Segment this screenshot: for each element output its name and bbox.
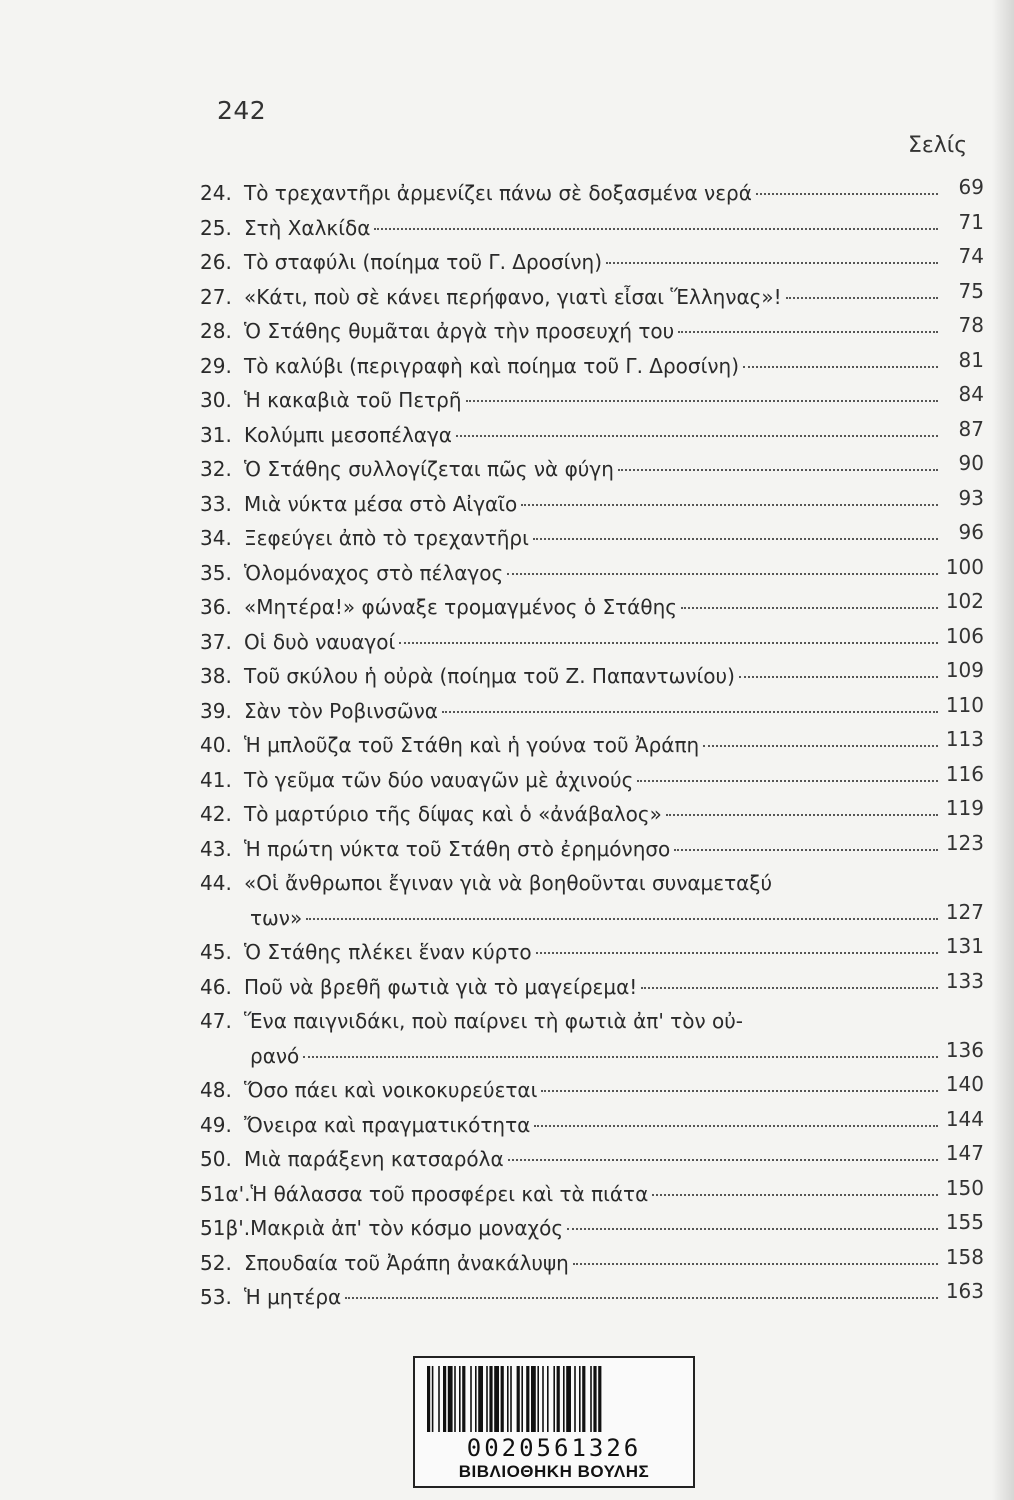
toc-entry [200,1142,990,1177]
toc-entry [200,1004,990,1073]
toc-entry-title: Τὸ μαρτύριο τῆς δίψας καὶ ὁ «ἀνάβαλος» [244,802,662,826]
toc-entry-page: 127 [945,899,984,924]
toc-entry-number: 31. [200,422,232,447]
toc-entry [200,970,990,1005]
toc-entry-number: 45. [200,940,232,964]
toc-entry [200,1280,990,1315]
toc-entry [200,1211,990,1246]
toc-entry-number: 34. [200,526,232,550]
toc-entry-title: Ἡ μπλοῦζα τοῦ Στάθη καὶ ἡ γούνα τοῦ Ἀράπη [244,733,700,757]
dot-leader [533,538,938,540]
toc-entry [200,625,990,660]
toc-entry-number: 50. [200,1147,232,1171]
toc-entry-page: 90 [958,451,984,475]
toc-entry [200,349,990,384]
toc-entry-number: 53. [200,1285,232,1309]
toc-entry-title: Ἕνα παιγνιδάκι, ποὺ παίρνει τὴ φωτιὰ ἀπ' τὸν οὐ- [244,1009,744,1033]
toc-entry-number: 36. [200,595,232,619]
toc-entry [200,245,990,280]
toc-entry [200,728,990,763]
toc-entry-page: 150 [945,1175,984,1200]
toc-entry-title: Τὸ γεῦμα τῶν δύο ναυαγῶν μὲ ἀχινούς [244,767,634,792]
toc-entry-page: 109 [945,658,984,682]
toc-entry [200,521,990,556]
toc-entry-page: 81 [958,347,984,372]
toc-entry-title: Ὅσο πάει καὶ νοικοκυρεύεται [244,1078,538,1102]
toc-entry-title: Στὴ Χαλκίδα [244,215,371,240]
dot-leader [442,711,938,713]
toc-entry-number: 38. [200,664,232,688]
toc-entry-page: 106 [945,623,984,648]
toc-entry [200,935,990,970]
toc-entry [200,866,990,935]
toc-entry-page: 74 [958,244,984,268]
dot-leader [536,952,938,954]
toc-entry-number: 48. [200,1078,232,1102]
toc-entry [200,1177,990,1212]
toc-entry-title: Ὄνειρα καὶ πραγματικότητα [244,1112,531,1137]
toc-entry-page: 87 [958,416,984,441]
dot-leader [743,366,938,368]
dot-leader [739,676,938,678]
toc-entry-page: 75 [958,278,984,303]
toc-entry-number: 29. [200,353,232,378]
toc-entry-title-continuation: των» [250,905,303,930]
table-of-contents [200,176,990,1315]
dot-leader [703,745,938,747]
page-column-header: Σελίς [908,133,968,158]
dot-leader [399,642,938,644]
toc-entry-number: 47. [200,1009,232,1033]
toc-entry-title: «Μητέρα!» φώναξε τρομαγμένος ὁ Στάθης [244,595,677,619]
toc-entry-number: 49. [200,1112,232,1137]
toc-entry [200,280,990,315]
toc-entry-page: 100 [945,554,984,579]
dot-leader [786,297,938,299]
toc-entry-page: 155 [945,1210,984,1234]
toc-entry-number: 37. [200,629,232,654]
toc-entry [200,1246,990,1281]
toc-entry-number: 41. [200,767,232,792]
toc-entry-number: 27. [200,284,232,309]
toc-entry [200,590,990,625]
toc-entry [200,556,990,591]
toc-entry-page: 78 [958,313,984,337]
toc-entry-number: 51β'. [200,1216,251,1240]
toc-entry [200,452,990,487]
toc-entry-number: 42. [200,802,232,826]
dot-leader [641,987,938,989]
dot-leader [756,193,938,195]
dot-leader [303,1056,938,1058]
toc-entry [200,383,990,418]
toc-entry [200,1108,990,1143]
toc-entry-page: 144 [945,1106,984,1131]
toc-entry-title: Ἡ θάλασσα τοῦ προσφέρει καὶ τὰ πιάτα [250,1181,649,1206]
toc-entry-title: Σὰν τὸν Ροβινσῶνα [244,698,438,723]
toc-entry-number: 51α'. [200,1181,251,1206]
toc-entry-number: 28. [200,319,232,343]
toc-entry-page: 123 [945,830,984,855]
toc-entry-number: 24. [200,181,232,205]
dot-leader [508,1159,938,1161]
toc-entry-title: Ὁ Στάθης συλλογίζεται πῶς νὰ φύγη [244,457,614,481]
dot-leader [345,1297,938,1299]
toc-entry-page: 140 [945,1072,984,1096]
toc-entry [200,832,990,867]
toc-entry-title: Ἡ μητέρα [244,1285,342,1309]
toc-entry-number: 43. [200,836,232,861]
toc-entry-number: 40. [200,733,232,757]
toc-entry-number: 35. [200,560,232,585]
toc-entry [200,1073,990,1108]
toc-entry-title: Τὸ τρεχαντῆρι ἀρμενίζει πάνω σὲ δοξασμένα νερά [244,181,752,205]
toc-entry-title: Ξεφεύγει ἀπὸ τὸ τρεχαντῆρι [244,526,529,550]
toc-entry-title: Ποῦ νὰ βρεθῆ φωτιὰ γιὰ τὸ μαγείρεμα! [244,974,638,999]
dot-leader [674,849,938,851]
dot-leader [652,1194,938,1196]
dot-leader [681,607,938,609]
barcode-number: 0020561326 [466,1434,642,1462]
toc-entry-page: 84 [958,382,984,406]
page-number: 242 [217,96,267,125]
toc-entry-page: 163 [945,1279,984,1303]
toc-entry [200,797,990,832]
toc-entry-number: 33. [200,491,232,516]
dot-leader [521,504,938,506]
library-barcode-label [413,1356,695,1488]
toc-entry-page: 133 [945,968,984,993]
toc-entry-title: Ἡ πρώτη νύκτα τοῦ Στάθη στὸ ἐρημόνησο [244,836,671,861]
toc-entry-page: 110 [945,692,984,717]
toc-entry-number: 39. [200,698,232,723]
toc-entry-title: «Οἱ ἄνθρωποι ἔγιναν γιὰ νὰ βοηθοῦνται συναμεταξύ [244,871,773,895]
dot-leader [567,1228,938,1230]
toc-entry-title: Ἡ κακαβιὰ τοῦ Πετρῆ [244,388,462,412]
toc-entry-number: 46. [200,974,232,999]
toc-entry-title: Τὸ καλύβι (περιγραφὴ καὶ ποίημα τοῦ Γ. Δροσίνη) [244,353,739,378]
toc-entry-page: 136 [945,1037,984,1062]
toc-entry-page: 147 [945,1141,984,1165]
toc-entry-title: Ὁ Στάθης θυμᾶται ἀργὰ τὴν προσευχή του [244,319,675,343]
toc-entry-number: 44. [200,871,232,895]
toc-entry [200,659,990,694]
toc-entry-page: 93 [958,485,984,510]
toc-entry [200,694,990,729]
toc-entry-page: 113 [945,727,984,751]
toc-entry-page: 96 [958,520,984,544]
toc-entry-title-continuation: ρανό [250,1043,300,1068]
library-name: ΒΙΒΛΙΟΘΗΚΗ ΒΟΥΛΗΣ [458,1462,650,1481]
toc-entry-title: Ὁ Στάθης πλέκει ἕναν κύρτο [244,940,532,964]
toc-entry-title: Κολύμπι μεσοπέλαγα [244,422,452,447]
dot-leader [637,780,938,782]
toc-entry-page: 131 [945,934,984,958]
toc-entry-title: Μιὰ παράξενη κατσαρόλα [244,1147,504,1171]
toc-entry-title: «Κάτι, ποὺ σὲ κάνει περήφανο, γιατὶ εἶσαι Ἕλληνας»! [244,284,782,309]
toc-entry-title: Οἱ δυὸ ναυαγοί [244,629,396,654]
toc-entry-page: 158 [945,1244,984,1269]
toc-entry-number: 32. [200,457,232,481]
toc-entry-title: Μιὰ νύκτα μέσα στὸ Αἰγαῖο [244,491,518,516]
dot-leader [541,1090,938,1092]
toc-entry [200,763,990,798]
toc-entry-number: 26. [200,250,232,274]
toc-entry-title: Τοῦ σκύλου ἡ οὐρὰ (ποίημα τοῦ Ζ. Παπαντωνίου) [244,664,735,688]
toc-entry [200,176,990,211]
toc-entry-number: 25. [200,215,232,240]
dot-leader [456,435,938,437]
toc-entry-title: Ὁλομόναχος στὸ πέλαγος [244,560,504,585]
toc-entry-page: 71 [958,209,984,234]
toc-entry [200,211,990,246]
toc-entry-page: 116 [945,761,984,786]
dot-leader [374,228,938,230]
toc-entry-title: Τὸ σταφύλι (ποίημα τοῦ Γ. Δροσίνη) [244,250,602,274]
dot-leader [507,573,938,575]
toc-entry-number: 30. [200,388,232,412]
toc-entry [200,487,990,522]
dot-leader [534,1125,938,1127]
dot-leader [666,814,938,816]
dot-leader [466,400,938,402]
toc-entry-page: 69 [958,175,984,199]
barcode-icon [425,1366,683,1432]
dot-leader [678,331,938,333]
toc-entry-title: Σπουδαία τοῦ Ἀράπη ἀνακάλυψη [244,1250,569,1275]
dot-leader [606,262,938,264]
toc-entry-page: 119 [945,796,984,820]
toc-entry [200,418,990,453]
toc-entry-title: Μακριὰ ἀπ' τὸν κόσμο μοναχός [250,1216,564,1240]
toc-entry [200,314,990,349]
dot-leader [573,1263,938,1265]
dot-leader [618,469,938,471]
toc-entry-page: 102 [945,589,984,613]
dot-leader [306,918,938,920]
page-edge-shadow [992,0,1014,1500]
toc-entry-number: 52. [200,1250,232,1275]
